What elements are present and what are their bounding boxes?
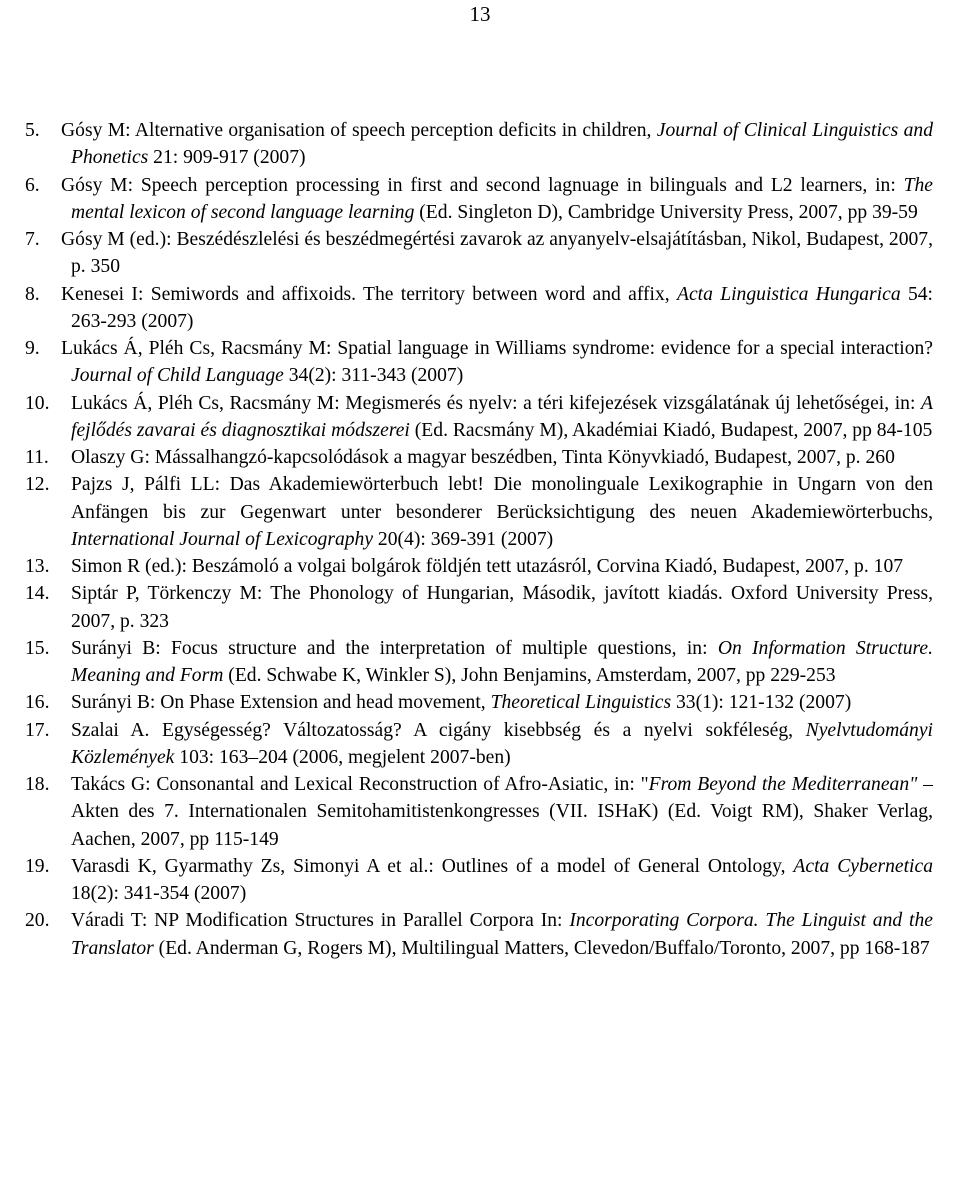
- reference-title-italic: On Information Structure. Meaning and Form: [71, 637, 934, 686]
- reference-title-italic: Incorporating Corpora. The Linguist and the Translator: [71, 910, 933, 959]
- reference-title-italic: Acta Cybernetica: [793, 855, 933, 877]
- reference-text: 21: 909-917 (2007): [148, 147, 306, 169]
- reference-number: 13.: [25, 556, 50, 577]
- reference-item: [25, 580, 933, 635]
- reference-number: 17.: [25, 719, 50, 741]
- reference-text: 54: 263-293 (2007): [71, 283, 933, 332]
- reference-number: 14.: [25, 583, 50, 605]
- reference-text: Takács G: Consonantal and Lexical Reconstruction of Afro-Asiatic, in: ": [71, 774, 649, 795]
- reference-text: Siptár P, Törkenczy M: The Phonology of Hungarian, Második, javított kiadás. Oxford University Press, 2007, p. 323: [71, 583, 933, 632]
- reference-number: 12.: [25, 474, 50, 496]
- reference-title-italic: Nyelvtudományi Közlemények: [71, 719, 933, 768]
- reference-text: Gósy M: Speech perception processing in first and second lagnuage in bilinguals and L2 learners, in:: [61, 174, 904, 196]
- reference-list: [25, 117, 933, 962]
- reference-text: Lukács Á, Pléh Cs, Racsmány M: Megismerés és nyelv: a téri kifejezések vizsgálatának új lehetőségei, in:: [71, 392, 922, 414]
- reference-item: [25, 553, 933, 580]
- reference-item: [25, 635, 933, 690]
- reference-title-italic: Journal of Child Language: [71, 365, 284, 387]
- reference-text: 20(4): 369-391 (2007): [373, 528, 554, 550]
- reference-item: [25, 172, 933, 227]
- reference-text: Simon R (ed.): Beszámoló a volgai bolgárok földjén tett utazásról, Corvina Kiadó, Budapest, 2007, p. 107: [71, 556, 904, 577]
- reference-text: (Ed. Racsmány M), Akadémiai Kiadó, Budapest, 2007, pp 84-105: [409, 419, 933, 441]
- reference-text: (Ed. Schwabe K, Winkler S), John Benjamins, Amsterdam, 2007, pp 229-253: [223, 665, 836, 686]
- reference-text: (Ed. Singleton D), Cambridge University Press, 2007, pp 39-59: [414, 201, 918, 223]
- reference-text: Varasdi K, Gyarmathy Zs, Simonyi A et al.: Outlines of a model of General Ontology,: [71, 855, 794, 877]
- reference-item: [25, 689, 933, 716]
- reference-text: 103: 163–204 (2006, megjelent 2007-ben): [174, 746, 511, 768]
- reference-text: Gósy M (ed.): Beszédészlelési és beszédmegértési zavarok az anyanyelv-elsajátításban, Nikol, Budapest, 2007, p. 350: [61, 229, 933, 278]
- reference-number: 7.: [25, 229, 40, 250]
- reference-item: [25, 281, 933, 336]
- reference-item: [25, 717, 933, 772]
- reference-text: Pajzs J, Pálfi LL: Das Akademiewörterbuch lebt! Die monolinguale Lexikographie in Ungarn von den Anfängen bis zur Gegenwart unter besonderer Berücksichtigung des neuen Akademiewörterbuchs,: [71, 474, 933, 523]
- reference-text: 18(2): 341-354 (2007): [71, 883, 247, 904]
- reference-text: 33(1): 121-132 (2007): [671, 692, 852, 714]
- reference-item: [25, 771, 933, 853]
- reference-item: [25, 335, 933, 390]
- reference-text: Kenesei I: Semiwords and affixoids. The territory between word and affix,: [61, 283, 677, 305]
- reference-item: [25, 471, 933, 553]
- reference-number: 18.: [25, 774, 50, 795]
- reference-title-italic: The mental lexicon of second language learning: [71, 174, 933, 223]
- reference-title-italic: Theoretical Linguistics: [490, 692, 672, 714]
- reference-title-italic: Journal of Clinical Linguistics and Phonetics: [71, 120, 933, 169]
- reference-number: 8.: [25, 283, 40, 305]
- reference-item: [25, 117, 933, 172]
- page-number: 13: [469, 2, 491, 26]
- reference-number: 11.: [25, 447, 49, 468]
- reference-text: – Akten des 7. Internationalen Semitohamitistenkongresses (VII. ISHaK) (Ed. Voigt RM), Shaker Verlag, Aachen, 2007, pp 115-149: [71, 774, 933, 850]
- reference-item: [25, 444, 933, 471]
- reference-text: Surányi B: On Phase Extension and head movement,: [71, 692, 491, 714]
- reference-title-italic: A fejlődés zavarai és diagnosztikai módszerei: [71, 392, 933, 441]
- reference-text: Lukács Á, Pléh Cs, Racsmány M: Spatial language in Williams syndrome: evidence for a special interaction?: [61, 338, 933, 359]
- reference-item: [25, 226, 933, 281]
- reference-text: Gósy M: Alternative organisation of speech perception deficits in children,: [61, 120, 657, 141]
- reference-text: Szalai A. Egységesség? Változatosság? A cigány kisebbség és a nyelvi sokféleség,: [71, 719, 806, 741]
- reference-number: 16.: [25, 692, 50, 714]
- reference-item: [25, 853, 933, 908]
- reference-number: 10.: [25, 392, 50, 414]
- reference-text: Váradi T: NP Modification Structures in Parallel Corpora In:: [71, 910, 570, 932]
- reference-item: [25, 390, 933, 445]
- reference-title-italic: From Beyond the Mediterranean": [648, 774, 918, 795]
- reference-text: 34(2): 311-343 (2007): [283, 365, 464, 387]
- reference-item: [25, 907, 933, 962]
- reference-title-italic: Acta Linguistica Hungarica: [676, 283, 901, 305]
- reference-number: 9.: [25, 338, 40, 359]
- reference-number: 5.: [25, 120, 40, 141]
- reference-number: 19.: [25, 855, 50, 877]
- reference-number: 6.: [25, 174, 40, 196]
- reference-text: (Ed. Anderman G, Rogers M), Multilingual Matters, Clevedon/Buffalo/Toronto, 2007, pp 168-187: [153, 937, 930, 959]
- reference-text: Olaszy G: Mássalhangzó-kapcsolódások a magyar beszédben, Tinta Könyvkiadó, Budapest, 2007, p. 260: [71, 447, 895, 468]
- reference-title-italic: International Journal of Lexicography: [71, 528, 374, 550]
- reference-text: Surányi B: Focus structure and the interpretation of multiple questions, in:: [71, 637, 718, 659]
- reference-number: 15.: [25, 637, 50, 659]
- reference-number: 20.: [25, 910, 50, 932]
